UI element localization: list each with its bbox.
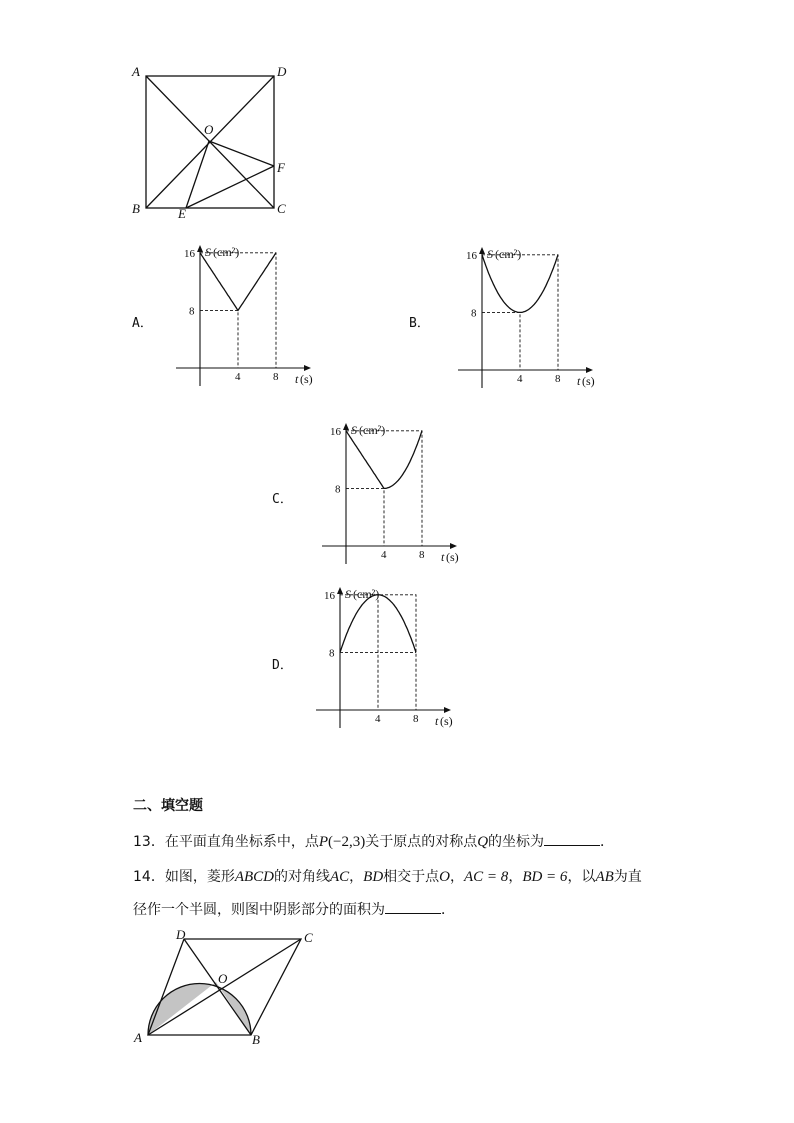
label-b: B [252, 1032, 260, 1047]
section-title: 二、填空题 [133, 798, 203, 814]
q14-text-6: 径作一个半圆，则图中阴影部分的面积为 [133, 902, 385, 918]
label-a: A [134, 1030, 142, 1045]
q14-bd-eq: BD = 6 [522, 869, 568, 885]
label-o: O [218, 971, 228, 986]
graph-option-b [450, 244, 610, 394]
graph-option-a [168, 242, 328, 392]
x-axis-label: t [577, 374, 581, 388]
label-c: C [277, 201, 286, 216]
y-tick-16: 16 [184, 247, 195, 260]
x-tick-4: 4 [381, 549, 387, 561]
y-axis-label: S [351, 423, 357, 437]
q14-number: 14． [133, 869, 165, 885]
q13-text-c: 的坐标为 [488, 834, 545, 850]
label-o: O [204, 122, 214, 137]
q13-answer-blank[interactable] [544, 831, 600, 846]
x-tick-4: 4 [375, 713, 381, 725]
label-a: A [132, 64, 140, 79]
q13-sym: Q [477, 834, 489, 850]
graph-option-c [314, 420, 474, 570]
q13-coords: (−2,3) [328, 834, 366, 850]
option-label-c: C． [272, 492, 293, 507]
y-tick-8: 8 [329, 647, 335, 660]
y-tick-16: 16 [330, 425, 341, 438]
q14-text-5: 为直 [613, 869, 642, 885]
q14-o: O [439, 869, 451, 885]
option-label-d: D． [272, 658, 293, 673]
shaded-region [148, 982, 251, 1035]
guide-8 [482, 312, 520, 370]
y-axis-arrow [479, 247, 485, 254]
y-tick-8: 8 [189, 305, 195, 318]
y-tick-8: 8 [471, 307, 477, 320]
label-d: D [176, 927, 186, 942]
x-tick-4: 4 [517, 373, 523, 385]
x-axis-arrow [586, 367, 593, 373]
q14-ab: AB [595, 869, 614, 885]
y-axis-arrow [337, 587, 343, 594]
option-label-a: A． [132, 316, 153, 331]
q13-text-b: 关于原点的对称点 [365, 834, 478, 850]
x-axis-unit: (s) [440, 714, 453, 728]
x-tick-8: 8 [555, 373, 561, 385]
label-e: E [178, 206, 186, 221]
q14-text-2: 的对角线 [274, 869, 330, 885]
q14-text-4: ，以 [567, 869, 596, 885]
q14-abcd: ABCD [234, 869, 274, 885]
guide-8 [200, 310, 238, 368]
q13-text-a: 在平面直角坐标系中，点 [164, 834, 319, 850]
q13-number: 13． [133, 834, 165, 850]
segment-of [209, 141, 274, 166]
square-figure [120, 60, 310, 225]
question-13 [133, 831, 614, 852]
q14-ac-eq: AC = 8 [464, 869, 509, 885]
y-axis-unit: (cm²) [359, 423, 386, 437]
q14-sep-1: ， [349, 869, 364, 885]
question-14-line-2 [133, 899, 455, 920]
graph-option-d [308, 584, 468, 734]
x-axis-arrow [304, 365, 311, 371]
q14-ac: AC [330, 869, 350, 885]
y-tick-8: 8 [335, 483, 341, 496]
y-axis-label: S [205, 245, 211, 259]
segment-ef [186, 166, 274, 208]
graph-curve [200, 253, 276, 311]
x-axis-label: t [435, 714, 439, 728]
x-tick-8: 8 [413, 713, 419, 725]
graph-curve [482, 255, 558, 313]
q14-bd: BD [363, 869, 384, 885]
guide-8 [346, 488, 384, 546]
y-axis-label: S [345, 587, 351, 601]
y-tick-16: 16 [324, 589, 335, 602]
diagonal-ac [148, 939, 301, 1035]
x-tick-8: 8 [273, 371, 279, 383]
y-tick-16: 16 [466, 249, 477, 262]
q13-point: P [318, 834, 328, 850]
x-axis-arrow [450, 543, 457, 549]
label-f: F [277, 160, 285, 175]
label-b: B [132, 201, 140, 216]
y-axis-unit: (cm²) [353, 587, 380, 601]
q13-end: ． [600, 834, 615, 850]
y-axis-unit: (cm²) [495, 247, 522, 261]
q14-answer-blank[interactable] [385, 899, 441, 914]
y-axis-arrow [343, 423, 349, 430]
q14-text-1: 如图，菱形 [164, 869, 235, 885]
y-axis-unit: (cm²) [213, 245, 240, 259]
x-axis-label: t [295, 372, 299, 386]
x-tick-8: 8 [419, 549, 425, 561]
x-tick-4: 4 [235, 371, 241, 383]
graph-curve [346, 431, 422, 489]
label-c: C [304, 930, 313, 945]
graph-curve [340, 595, 416, 653]
x-axis-unit: (s) [446, 550, 459, 564]
rhombus-figure [128, 925, 328, 1050]
q14-sep-2: ， [450, 869, 465, 885]
option-label-b: B． [409, 316, 430, 331]
y-axis-label: S [487, 247, 493, 261]
q14-text-3: 相交于点 [383, 869, 440, 885]
x-axis-label: t [441, 550, 445, 564]
x-axis-arrow [444, 707, 451, 713]
q14-sep-3: ， [508, 869, 523, 885]
label-d: D [277, 64, 287, 79]
x-axis-unit: (s) [582, 374, 595, 388]
question-14-line-1 [133, 867, 642, 887]
q14-end: ． [441, 902, 455, 918]
x-axis-unit: (s) [300, 372, 313, 386]
y-axis-arrow [197, 245, 203, 252]
